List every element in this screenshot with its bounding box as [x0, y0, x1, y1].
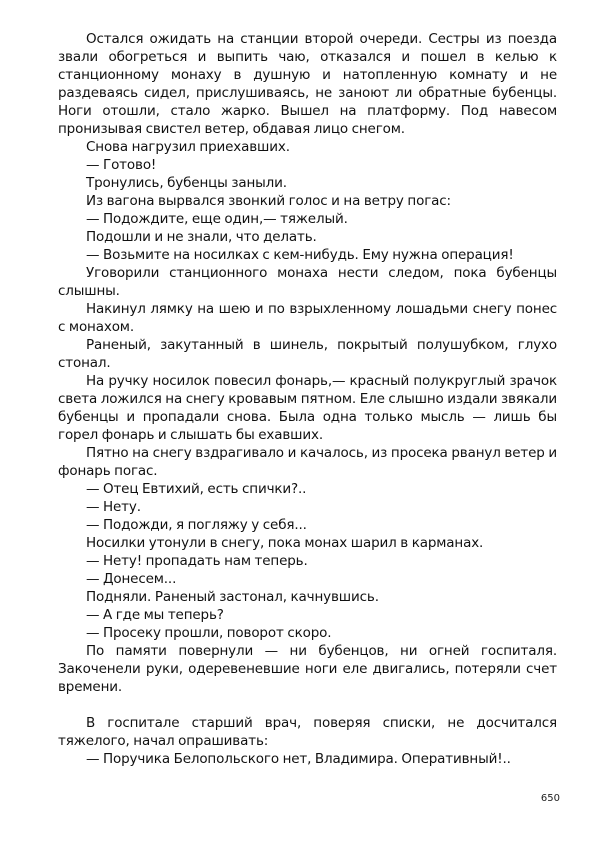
paragraph: В госпитале старший врач, поверяя списки, не досчитался тяжелого, начал опрашивать: [58, 715, 557, 749]
paragraph: — Нету. [86, 499, 141, 515]
paragraph: — Подождите, еще один,— тяжелый. [86, 211, 348, 227]
document-page [58, 30, 557, 768]
paragraph: Из вагона вырвался звонкий голос и на ветру погас: [86, 193, 451, 209]
page-number: 650 [540, 793, 560, 804]
paragraph: — Поручика Белопольского нет, Владимира. Оперативный!.. [86, 751, 511, 767]
paragraph: — А где мы теперь? [86, 607, 224, 623]
paragraph: — Нету! пропадать нам теперь. [86, 553, 308, 569]
paragraph: Накинул лямку на шею и по взрыхленному лошадьми снегу понес с монахом. [58, 301, 557, 335]
paragraph: — Отец Евтихий, есть спички?.. [86, 481, 307, 497]
paragraph: Уговорили станционного монаха нести следом, пока бубенцы слышны. [58, 265, 557, 299]
paragraph: Подняли. Раненый застонал, качнувшись. [86, 589, 379, 605]
paragraph: — Донесем... [86, 571, 177, 587]
paragraph: Тронулись, бубенцы заныли. [86, 175, 287, 191]
paragraph: Остался ожидать на станции второй очереди. Сестры из поезда звали обогреться и выпить чаю, отказался и пошел в келью к станционному монаху в душную и натопленную комнату и не раздеваясь сидел, прислушиваясь, не заноют ли обратные бубенцы. Ноги отошли, стало жарко. Вышел на платформу. Под навесом пронизывая свистел ветер, обдавая лицо снегом. [58, 31, 557, 137]
paragraph: Подошли и не знали, что делать. [86, 229, 317, 245]
paragraph: Снова нагрузил приехавших. [86, 139, 290, 155]
paragraph: На ручку носилок повесил фонарь,— красный полукруглый зрачок света ложился на снегу кровавым пятном. Еле слышно издали звякали бубенцы и пропадали снова. Была одна только мысль — лишь бы горел фонарь и слышать бы ехавших. [58, 373, 557, 443]
paragraph: Носилки утонули в снегу, пока монах шарил в карманах. [86, 535, 484, 551]
paragraph: — Готово! [86, 157, 157, 173]
paragraph: — Просеку прошли, поворот скоро. [86, 625, 332, 641]
paragraph: По памяти повернули — ни бубенцов, ни огней госпиталя. Закоченели руки, одеревеневшие ноги еле двигались, потеряли счет времени. [58, 643, 557, 695]
paragraph: — Подожди, я погляжу у себя... [86, 517, 307, 533]
paragraph: Пятно на снегу вздрагивало и качалось, из просека рванул ветер и фонарь погас. [58, 445, 557, 479]
paragraph: Раненый, закутанный в шинель, покрытый полушубком, глухо стонал. [58, 337, 557, 371]
paragraph: — Возьмите на носилках с кем-нибудь. Ему нужна операция! [86, 247, 514, 263]
section-break [58, 696, 557, 714]
